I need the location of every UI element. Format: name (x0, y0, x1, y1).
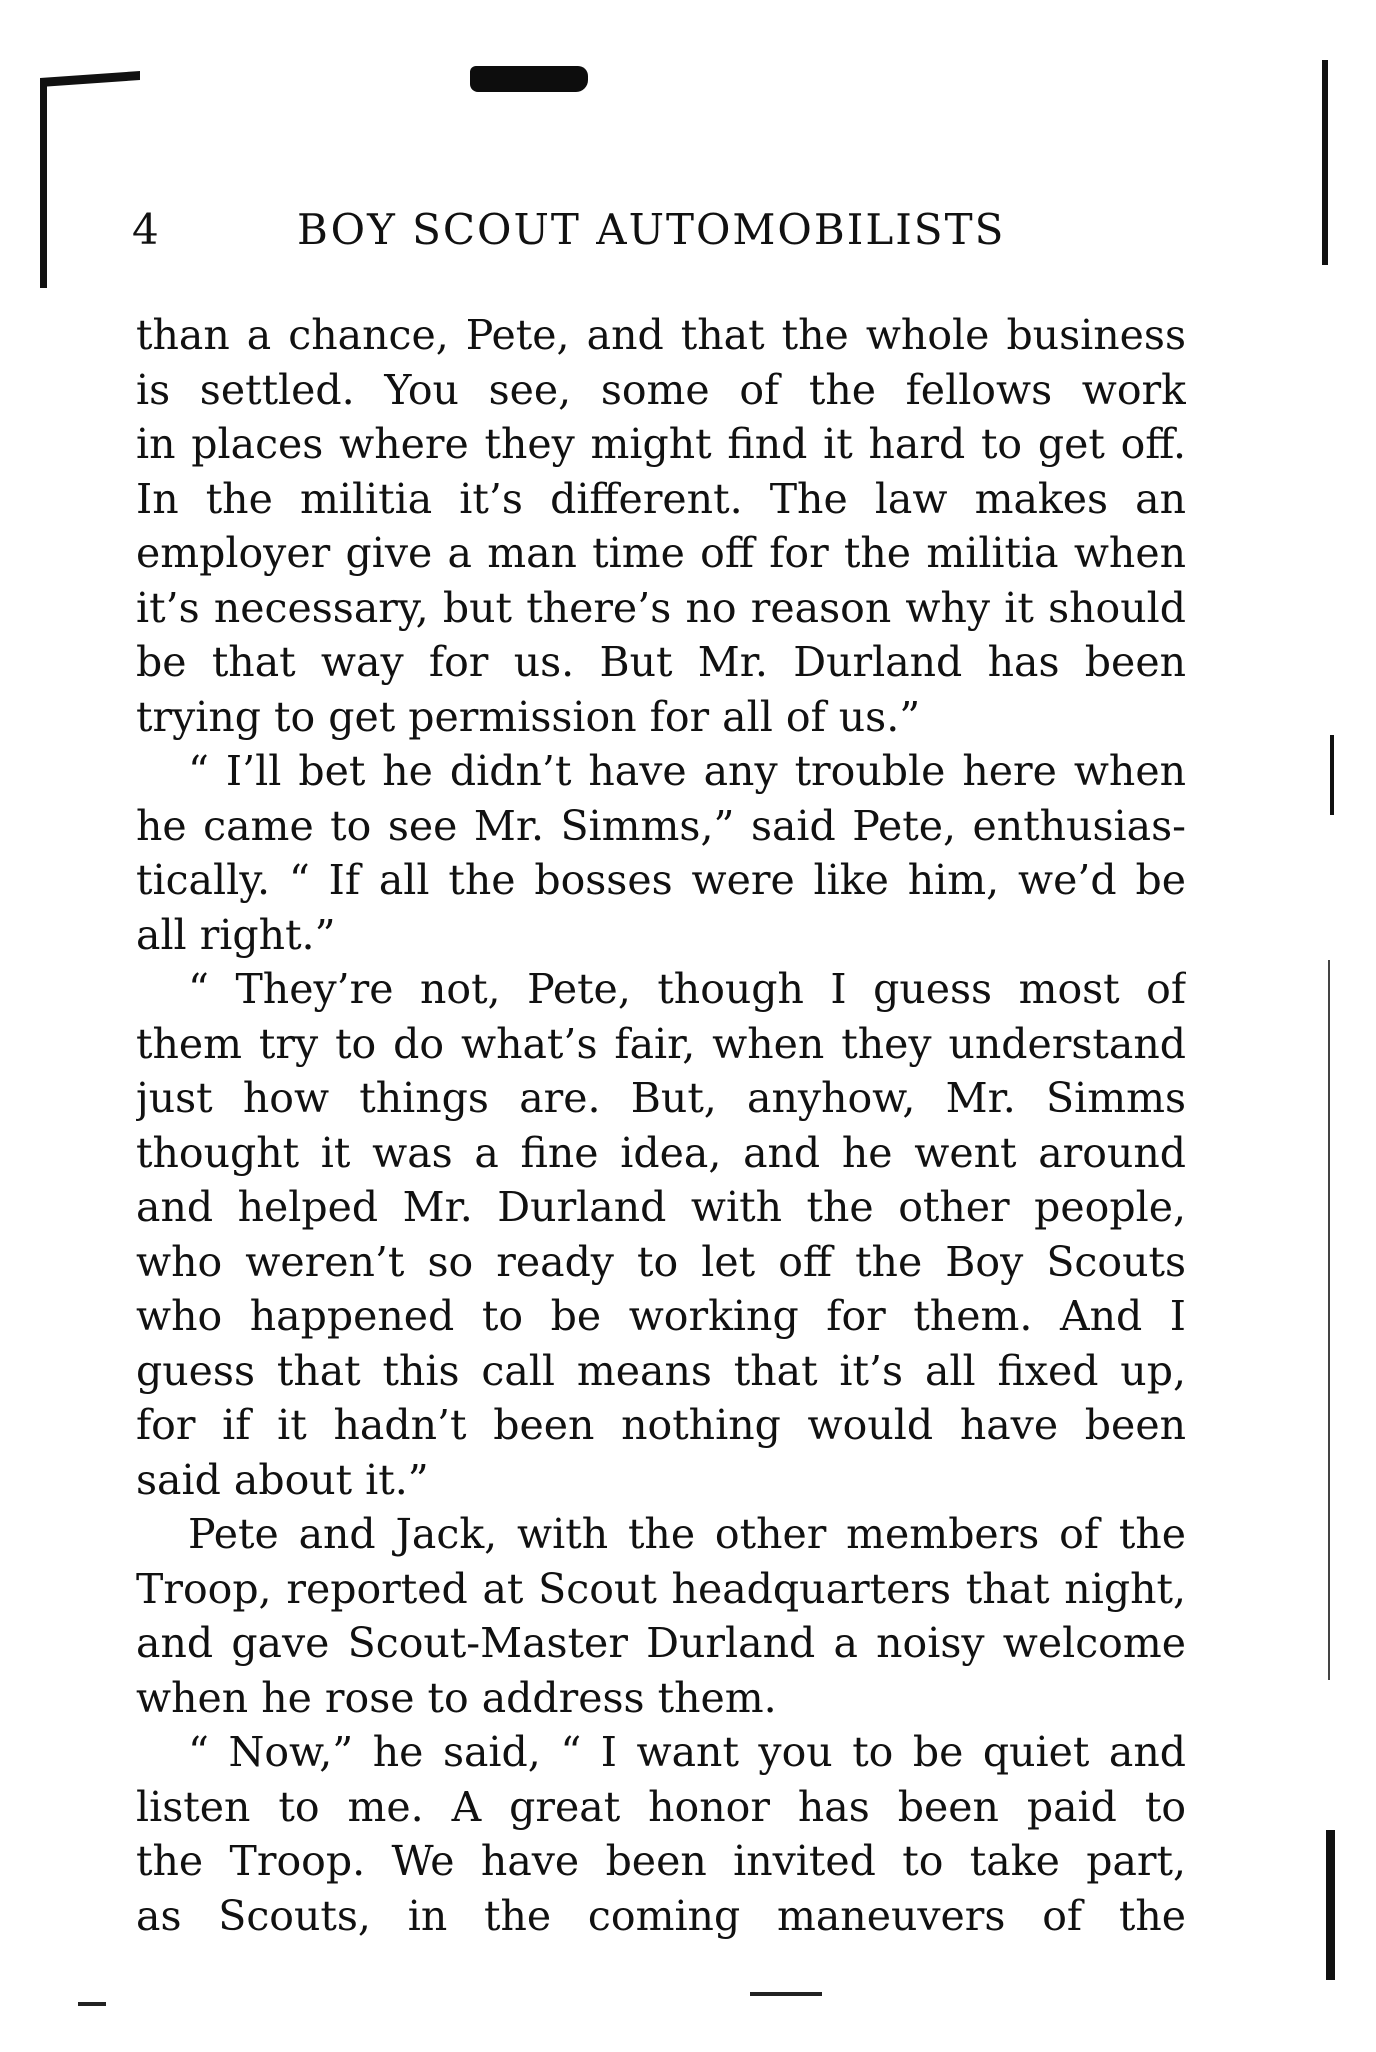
text-line: and gave Scout-Master Durland a noisy welcome (136, 1619, 1186, 1667)
text-line: for if it hadn’t been nothing would have been (136, 1401, 1186, 1449)
text-line: tically. “ If all the bosses were like him, we’d be (136, 856, 1186, 904)
text-line: he came to see Mr. Simms,” said Pete, enthusias- (136, 801, 1186, 850)
ink-blot (470, 66, 588, 92)
text-line: “ I’ll bet he didn’t have any trouble here when (188, 747, 1186, 795)
text-line: thought it was a fine idea, and he went around (136, 1128, 1186, 1177)
text-line: all right.” (136, 910, 336, 959)
text-line: “ They’re not, Pete, though I guess most of (188, 965, 1186, 1013)
text-line: employer give a man time off for the militia when (136, 529, 1186, 577)
running-head: BOY SCOUT AUTOMOBILISTS (297, 205, 1006, 254)
scan-edge-mark (40, 78, 47, 288)
text-line: is settled. You see, some of the fellows work (136, 365, 1186, 414)
scan-edge-mark (1326, 1830, 1335, 1980)
scan-edge-mark (1322, 60, 1328, 265)
page-header (132, 205, 1192, 261)
text-line: and helped Mr. Durland with the other people, (136, 1183, 1186, 1231)
text-line: guess that this call means that it’s all fixed up, (136, 1346, 1186, 1395)
page-number: 4 (132, 205, 160, 254)
text-line: In the militia it’s different. The law makes an (136, 474, 1186, 523)
text-line: who happened to be working for them. And I (136, 1292, 1186, 1340)
text-line: the Troop. We have been invited to take part, (136, 1837, 1186, 1885)
body-text (136, 308, 1186, 1943)
text-line: said about it.” (136, 1455, 429, 1504)
scan-edge-mark (1330, 735, 1334, 815)
text-line: when he rose to address them. (136, 1673, 777, 1722)
text-line: be that way for us. But Mr. Durland has been (136, 638, 1186, 686)
text-line: Troop, reported at Scout headquarters that night, (136, 1564, 1186, 1613)
text-line: Pete and Jack, with the other members of the (188, 1510, 1186, 1558)
scan-edge-mark (1328, 960, 1330, 1680)
text-line: as Scouts, in the coming maneuvers of the (136, 1891, 1186, 1940)
scan-corner-mark (40, 71, 140, 87)
text-line: trying to get permission for all of us.” (136, 692, 921, 741)
text-line: who weren’t so ready to let off the Boy Scouts (136, 1237, 1186, 1286)
text-line: in places where they might find it hard to get off. (136, 420, 1186, 468)
text-line: “ Now,” he said, “ I want you to be quiet and (188, 1728, 1186, 1776)
text-line: them try to do what’s fair, when they understand (136, 1019, 1186, 1068)
text-line: it’s necessary, but there’s no reason why it should (136, 583, 1186, 632)
text-line: than a chance, Pete, and that the whole business (136, 311, 1186, 359)
text-line: listen to me. A great honor has been paid to (136, 1782, 1186, 1831)
text-line: just how things are. But, anyhow, Mr. Simms (136, 1074, 1186, 1122)
scan-edge-mark (750, 1992, 822, 1996)
scan-edge-mark (78, 2002, 106, 2006)
